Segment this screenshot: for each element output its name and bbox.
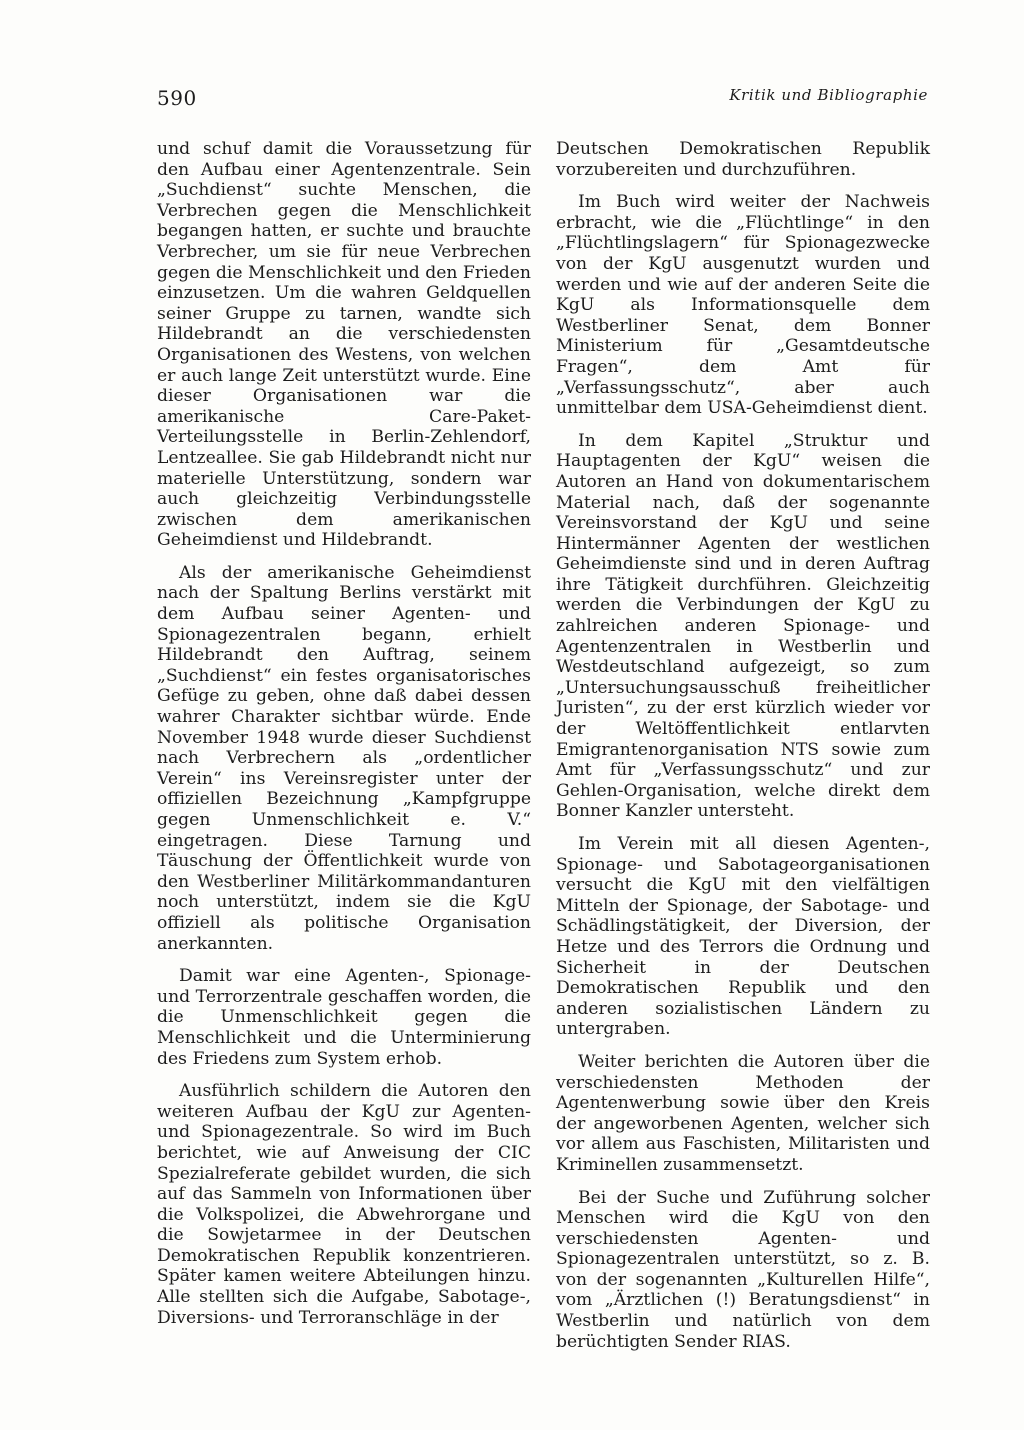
paragraph: Als der amerikanische Geheimdienst nach der Spaltung Berlins verstärkt mit dem Aufbau seiner Agenten- und Spionagezentralen begann, erhielt Hildebrandt den Auftrag, seinem „Suchdienst“ ein festes organisatorisches Gefüge zu geben, ohne daß dabei dessen wahrer Charakter sichtbar würde. Ende November 1948 wurde dieser Suchdienst nach Verbrechern als „ordentlicher Verein“ ins Vereinsregister unter der offiziellen Bezeichnung „Kampfgruppe gegen Unmenschlichkeit e. V.“ eingetragen. Diese Tarnung und Täuschung der Öffentlichkeit wurde von den Westberliner Militärkommandanturen noch unterstützt, indem sie die KgU offiziell als politische Organisation anerkannten. (157, 562, 531, 954)
paragraph: Ausführlich schildern die Autoren den weiteren Aufbau der KgU zur Agenten- und Spionagezentrale. So wird im Buch berichtet, wie auf Anweisung der CIC Spezialreferate gebildet wurden, die sich auf das Sammeln von Informationen über die Volkspolizei, die Abwehrorgane und die Sowjetarmee in der Deutschen Demokratischen Republik konzentrieren. Später kamen weitere Abteilungen hinzu. Alle stellten sich die Aufgabe, Sabotage-, Diversions- und Terroranschläge in der (157, 1081, 531, 1328)
left-column (157, 139, 531, 1340)
paragraph: und schuf damit die Voraussetzung für den Aufbau einer Agentenzentrale. Sein „Suchdienst“ suchte Menschen, die Verbrechen gegen die Menschlichkeit begangen hatten, er suchte und brauchte Verbrecher, um sie für neue Verbrechen gegen die Menschlichkeit und den Frieden einzusetzen. Um die wahren Geldquellen seiner Gruppe zu tarnen, wandte sich Hildebrandt an die verschiedensten Organisationen des Westens, von welchen er auch lange Zeit unterstützt wurde. Eine dieser Organisationen war die amerikanische Care-Paket-Verteilungsstelle in Berlin-Zehlendorf, Lentzeallee. Sie gab Hildebrandt nicht nur materielle Unterstützung, sondern war auch gleichzeitig Verbindungsstelle zwischen dem amerikanischen Geheimdienst und Hildebrandt. (157, 139, 531, 551)
page-number: 590 (157, 86, 197, 110)
paragraph: Damit war eine Agenten-, Spionage- und Terrorzentrale geschaffen worden, die die Unmenschlichkeit gegen die Menschlichkeit und die Unterminierung des Friedens zum System erhob. (157, 966, 531, 1069)
right-column (556, 139, 930, 1364)
running-head: Kritik und Bibliographie (729, 86, 928, 104)
paragraph: Im Buch wird weiter der Nachweis erbracht, wie die „Flüchtlinge“ in den „Flüchtlingslagern“ für Spionagezwecke von der KgU ausgenutzt wurden und werden und wie auf der anderen Seite die KgU als Informationsquelle dem Westberliner Senat, dem Bonner Ministerium für „Gesamtdeutsche Fragen“, dem Amt für „Verfassungsschutz“, aber auch unmittelbar dem USA-Geheimdienst dient. (556, 192, 930, 419)
paragraph: Bei der Suche und Zuführung solcher Menschen wird die KgU von den verschiedensten Agenten- und Spionagezentralen unterstützt, so z. B. von der sogenannten „Kulturellen Hilfe“, vom „Ärztlichen (!) Beratungsdienst“ in Westberlin und natürlich von dem berüchtigten Sender RIAS. (556, 1187, 930, 1352)
paragraph: Im Verein mit all diesen Agenten-, Spionage- und Sabotageorganisationen versucht die KgU mit den vielfältigen Mitteln der Spionage, der Sabotage- und Schädlingstätigkeit, der Diversion, der Hetze und des Terrors die Ordnung und Sicherheit in der Deutschen Demokratischen Republik und den anderen sozialistischen Ländern zu untergraben. (556, 834, 930, 1040)
paragraph: Weiter berichten die Autoren über die verschiedensten Methoden der Agentenwerbung sowie über den Kreis der angeworbenen Agenten, welcher sich vor allem aus Faschisten, Militaristen und Kriminellen zusammensetzt. (556, 1051, 930, 1175)
paragraph: Deutschen Demokratischen Republik vorzubereiten und durchzuführen. (556, 139, 930, 180)
paragraph: In dem Kapitel „Struktur und Hauptagenten der KgU“ weisen die Autoren an Hand von dokumentarischem Material nach, daß der sogenannte Vereinsvorstand der KgU und seine Hintermänner Agenten der westlichen Geheimdienste sind und in deren Auftrag ihre Tätigkeit durchführen. Gleichzeitig werden die Verbindungen der KgU zu zahlreichen anderen Spionage- und Agentenzentralen in Westberlin und Westdeutschland aufgezeigt, so zum „Untersuchungsausschuß freiheitlicher Juristen“, zu der erst kürzlich wieder vor der Weltöffentlichkeit entlarvten Emigrantenorganisation NTS sowie zum Amt für „Verfassungsschutz“ und zur Gehlen-Organisation, welche direkt dem Bonner Kanzler untersteht. (556, 430, 930, 822)
